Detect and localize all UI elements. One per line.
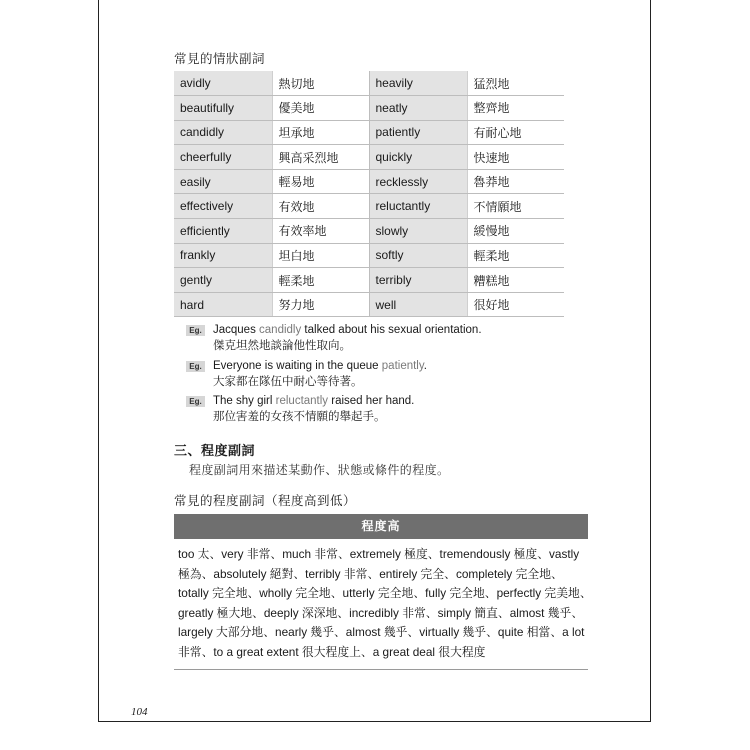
meaning-cell: 有效率地: [272, 219, 369, 244]
example-english: Everyone is waiting in the queue patiently.: [213, 360, 427, 372]
adverb-cell: terribly: [369, 268, 467, 293]
page-number: 104: [131, 706, 148, 718]
example-chinese: 那位害羞的女孩不情願的舉起手。: [213, 411, 386, 423]
example-english: Jacques candidly talked about his sexual orientation.: [213, 324, 482, 336]
example-2: [186, 358, 626, 390]
table-row: [174, 194, 564, 219]
degree-box-header: 程度高: [174, 514, 588, 539]
meaning-cell: 猛烈地: [467, 71, 564, 96]
meaning-cell: 輕柔地: [272, 268, 369, 293]
table-row: [174, 292, 564, 317]
example-3: [186, 393, 626, 425]
example-adverb: candidly: [259, 324, 302, 336]
adverb-cell: reluctantly: [369, 194, 467, 219]
meaning-cell: 輕柔地: [467, 243, 564, 268]
adverb-cell: frankly: [174, 243, 272, 268]
adverb-cell: recklessly: [369, 169, 467, 194]
table-row: [174, 219, 564, 244]
adverb-cell: hard: [174, 292, 272, 317]
adverb-cell: candidly: [174, 120, 272, 145]
meaning-cell: 坦白地: [272, 243, 369, 268]
table-row: [174, 120, 564, 145]
degree-line: totally 完全地、wholly 完全地、utterly 完全地、fully 完全地、perfectly 完美地、: [178, 586, 592, 601]
degree-line: largely 大部分地、nearly 幾乎、almost 幾乎、virtually 幾乎、quite 相當、a lot: [178, 625, 585, 640]
degree-line: 極為、absolutely 絕對、terribly 非常、entirely 完全、completely 完全地、: [178, 566, 563, 581]
meaning-cell: 魯莽地: [467, 169, 564, 194]
adverb-cell: avidly: [174, 71, 272, 96]
meaning-cell: 很好地: [467, 292, 564, 317]
book-page: [98, 0, 651, 722]
table-row: [174, 145, 564, 170]
adverb-cell: gently: [174, 268, 272, 293]
example-english: The shy girl reluctantly raised her hand.: [213, 395, 415, 407]
table-row: [174, 169, 564, 194]
eg-badge: Eg.: [186, 396, 205, 407]
adverb-cell: effectively: [174, 194, 272, 219]
eg-badge: Eg.: [186, 325, 205, 336]
meaning-cell: 整齊地: [467, 96, 564, 121]
degree-line: too 太、very 非常、much 非常、extremely 極度、tremendously 極度、vastly: [178, 547, 580, 561]
example-adverb: patiently: [381, 360, 424, 372]
example-adverb: reluctantly: [275, 395, 329, 407]
degree-adverb-heading: 常見的程度副詞（程度高到低）: [174, 493, 357, 508]
meaning-cell: 輕易地: [272, 169, 369, 194]
adverb-cell: beautifully: [174, 96, 272, 121]
adverb-cell: efficiently: [174, 219, 272, 244]
example-chinese: 傑克坦然地談論他性取向。: [213, 340, 351, 352]
meaning-cell: 興高采烈地: [272, 145, 369, 170]
section-title: 三、程度副詞: [174, 444, 256, 459]
adverb-cell: cheerfully: [174, 145, 272, 170]
adverb-cell: patiently: [369, 120, 467, 145]
meaning-cell: 努力地: [272, 292, 369, 317]
table-row: [174, 243, 564, 268]
degree-line: 非常、to a great extent 很大程度上、a great deal 很大程度: [178, 644, 486, 659]
example-chinese: 大家都在隊伍中耐心等待著。: [213, 376, 363, 388]
meaning-cell: 快速地: [467, 145, 564, 170]
table-row: [174, 268, 564, 293]
meaning-cell: 緩慢地: [467, 219, 564, 244]
adverb-list-heading: 常見的情狀副詞: [174, 51, 266, 66]
adverb-cell: quickly: [369, 145, 467, 170]
section-description: 程度副詞用來描述某動作、狀態或條件的程度。: [189, 463, 450, 477]
adverb-cell: neatly: [369, 96, 467, 121]
adverb-cell: easily: [174, 169, 272, 194]
adverb-cell: slowly: [369, 219, 467, 244]
meaning-cell: 糟糕地: [467, 268, 564, 293]
degree-adverb-box: [174, 514, 592, 670]
degree-box-body: [174, 539, 592, 670]
eg-badge: Eg.: [186, 361, 205, 372]
example-1: [186, 322, 626, 354]
meaning-cell: 坦承地: [272, 120, 369, 145]
meaning-cell: 熱切地: [272, 71, 369, 96]
meaning-cell: 有耐心地: [467, 120, 564, 145]
meaning-cell: 不情願地: [467, 194, 564, 219]
adverb-cell: softly: [369, 243, 467, 268]
adverb-cell: well: [369, 292, 467, 317]
table-row: [174, 71, 564, 96]
manner-adverb-table: [174, 71, 564, 317]
adverb-cell: heavily: [369, 71, 467, 96]
meaning-cell: 有效地: [272, 194, 369, 219]
table-row: [174, 96, 564, 121]
meaning-cell: 優美地: [272, 96, 369, 121]
degree-line: greatly 極大地、deeply 深深地、incredibly 非常、simply 簡直、almost 幾乎、: [178, 605, 584, 620]
